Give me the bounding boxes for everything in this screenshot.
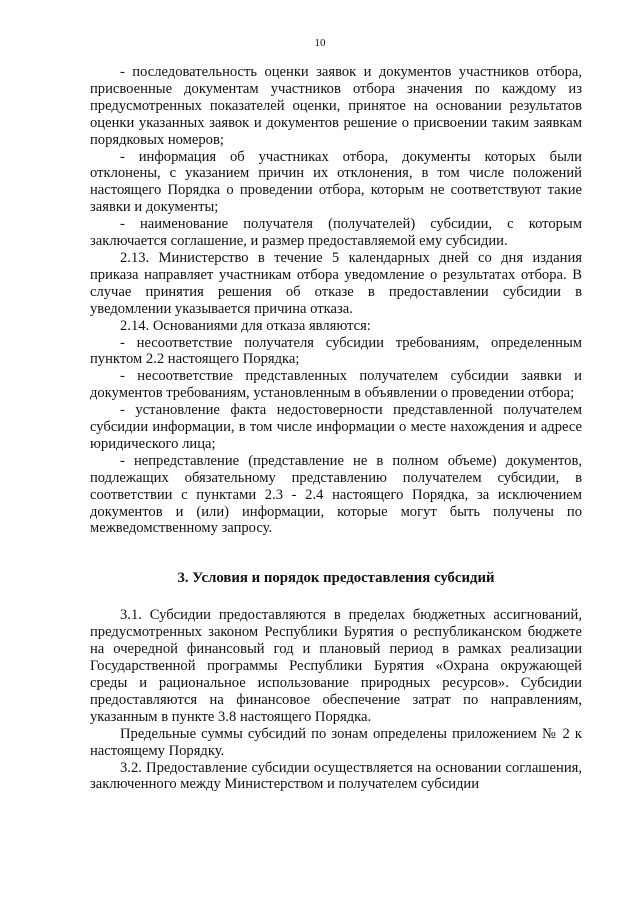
paragraph-bullet-recipient-name: - наименование получателя (получателей) субсидии, с которым заключается соглашение, и размер предоставляемой ему субсидии. — [90, 216, 582, 250]
section-spacer — [90, 537, 582, 570]
paragraph-2-13: 2.13. Министерство в течение 5 календарных дней со дня издания приказа направляет участникам отбора уведомление о результатах отбора. В случае принятия решения об отказе в предоставлении субсидии в уведомлении указывается причина отказа. — [90, 249, 582, 317]
paragraph-bullet-nonconformity-recipient: - несоответствие получателя субсидии требованиям, определенным пунктом 2.2 настоящего Порядка; — [90, 334, 582, 368]
paragraph-bullet-false-information: - установление факта недостоверности представленной получателем субсидии информации, в том числе информации о месте нахождения и адресе юридического лица; — [90, 402, 582, 452]
paragraph-bullet-nonconformity-documents: - несоответствие представленных получателем субсидии заявки и документов требованиям, установленным в объявлении о проведении отбора; — [90, 368, 582, 402]
document-body — [90, 64, 582, 793]
paragraph-3-2: 3.2. Предоставление субсидии осуществляется на основании соглашения, заключенного между Министерством и получателем субсидии — [90, 759, 582, 793]
paragraph-bullet-missing-documents: - непредставление (представление не в полном объеме) документов, подлежащих обязательному представлению получателем субсидии, в соответствии с пунктами 2.3 - 2.4 настоящего Порядка, за исключением документов и (или) информации, которые могут быть получены по межведомственному запросу. — [90, 452, 582, 537]
heading-spacer — [90, 587, 582, 607]
paragraph-2-14: 2.14. Основаниями для отказа являются: — [120, 317, 371, 334]
section-heading: 3. Условия и порядок предоставления субсидий — [177, 570, 495, 587]
paragraph-3-1: 3.1. Субсидии предоставляются в пределах бюджетных ассигнований, предусмотренных законом Республики Бурятия о республиканском бюджете на очередной финансовый год и плановый период в рамках реализации Государственной программы Республики Бурятия «Охрана окружающей среды и рациональное использование природных ресурсов». Субсидии предоставляются на финансовое обеспечение затрат по направлениям, указанным в пункте 3.8 настоящего Порядка. — [90, 607, 582, 725]
paragraph-limit-sums: Предельные суммы субсидий по зонам определены приложением № 2 к настоящему Порядку. — [90, 725, 582, 759]
paragraph-bullet-evaluation-sequence: - последовательность оценки заявок и документов участников отбора, присвоенные документам участников отбора значения по каждому из предусмотренных показателей оценки, принятое на основании результатов оценки указанных заявок и документов решение о присвоении таким заявкам порядковых номеров; — [90, 64, 582, 148]
page-number: 10 — [314, 37, 326, 49]
paragraph-bullet-rejected-participants: - информация об участниках отбора, документы которых были отклонены, с указанием причин их отклонения, в том числе положений настоящего Порядка о проведении отбора, которым не соответствуют такие заявки и документы; — [90, 148, 582, 216]
